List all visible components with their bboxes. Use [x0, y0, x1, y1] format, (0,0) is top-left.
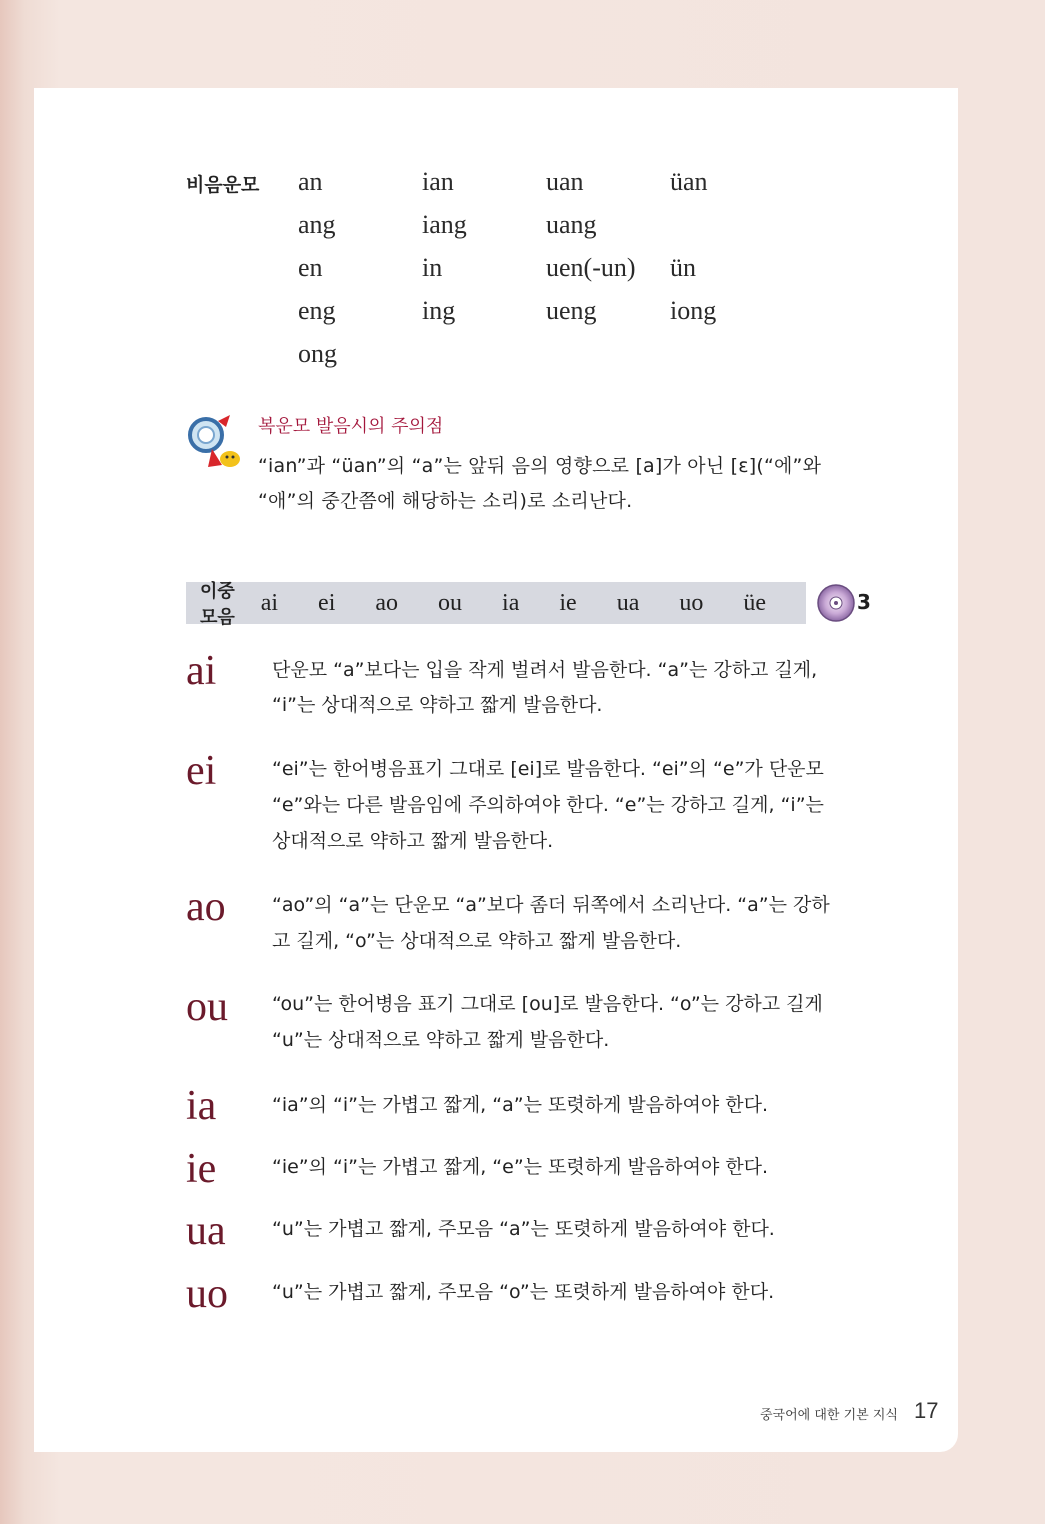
entry-text-line: “ie”의 “i”는 가볍고 짧게, “e”는 또렷하게 발음하여야 한다.	[272, 1156, 769, 1178]
nasal-cell	[422, 332, 546, 375]
diphthong-item: ao	[375, 589, 399, 616]
tip-text-line: “ian”과 “üan”의 “a”는 앞뒤 음의 영향으로 [a]가 아닌 [ɛ](“에”와	[258, 455, 822, 477]
nasal-cell: iang	[422, 210, 467, 239]
entry-key-uo: uo	[186, 1271, 228, 1317]
diphthong-item: uo	[679, 589, 704, 616]
nasal-row	[298, 160, 794, 203]
entry-text-line: “ao”의 “a”는 단운모 “a”보다 좀더 뒤쪽에서 소리난다. “a”는 강하	[272, 894, 830, 916]
nasal-finals-label: 비음운모	[186, 174, 260, 196]
audio-cd-icon[interactable]	[816, 583, 856, 623]
diphthong-item: ai	[260, 589, 279, 616]
entry-key-ai: ai	[186, 648, 217, 694]
entry-key-ao: ao	[186, 884, 226, 930]
nasal-row	[298, 203, 794, 246]
nasal-cell: an	[298, 167, 323, 196]
diphthong-item: ie	[559, 589, 577, 616]
entry-text-line: 상대적으로 약하고 짧게 발음한다.	[272, 830, 554, 852]
page-number: 17	[914, 1398, 939, 1423]
tip-text-line: “애”의 중간쯤에 해당하는 소리)로 소리난다.	[258, 490, 633, 512]
nasal-cell: uang	[546, 210, 597, 239]
entry-key-ua: ua	[186, 1208, 226, 1254]
entry-key-ei: ei	[186, 748, 217, 794]
magnifier-mascot-icon	[186, 413, 244, 473]
diphthong-item: ua	[616, 589, 640, 616]
entry-text-line: “e”와는 다른 발음임에 주의하여야 한다. “e”는 강하고 길게, “i”는	[272, 794, 824, 816]
entry-text-line: “u”는 가볍고 짧게, 주모음 “a”는 또렷하게 발음하여야 한다.	[272, 1218, 775, 1240]
nasal-cell	[546, 332, 670, 375]
nasal-cell: uen(-un)	[546, 253, 636, 282]
diphthong-item: ei	[318, 589, 336, 616]
entry-text-line: 단운모 “a”보다는 입을 작게 벌려서 발음한다. “a”는 강하고 길게,	[272, 659, 818, 681]
nasal-cell: en	[298, 253, 323, 282]
entry-text-line: “ei”는 한어병음표기 그대로 [ei]로 발음한다. “ei”의 “e”가 단운모	[272, 758, 824, 780]
diphthong-item: ia	[502, 589, 520, 616]
entry-text-line: 고 길게, “o”는 상대적으로 약하고 짧게 발음한다.	[272, 930, 682, 952]
nasal-cell: iong	[670, 296, 717, 325]
nasal-cell: ün	[670, 253, 696, 282]
entry-text-line: “ia”의 “i”는 가볍고 짧게, “a”는 또렷하게 발음하여야 한다.	[272, 1094, 768, 1116]
nasal-cell: ing	[422, 296, 456, 325]
entry-text-line: “u”는 가볍고 짧게, 주모음 “o”는 또렷하게 발음하여야 한다.	[272, 1281, 775, 1303]
entry-key-ou: ou	[186, 984, 228, 1030]
tip-title: 복운모 발음시의 주의점	[258, 416, 444, 437]
entry-key-ia: ia	[186, 1083, 217, 1129]
entry-text-line: “u”는 상대적으로 약하고 짧게 발음한다.	[272, 1029, 610, 1051]
nasal-row	[298, 289, 794, 332]
nasal-cell	[670, 332, 794, 375]
diphthong-header-bar	[186, 581, 806, 628]
running-footer: 중국어에 대한 기본 지식	[760, 1408, 898, 1423]
nasal-cell: ang	[298, 210, 336, 239]
entry-key-ie: ie	[186, 1146, 217, 1192]
nasal-cell: ueng	[546, 296, 597, 325]
nasal-row	[298, 332, 794, 375]
nasal-cell: eng	[298, 296, 336, 325]
diphthong-item: ou	[438, 589, 463, 616]
nasal-cell: in	[422, 253, 443, 282]
nasal-cell: üan	[670, 167, 708, 196]
diphthong-item: üe	[743, 589, 766, 616]
diphthong-label: 이중모음	[200, 581, 235, 628]
nasal-cell	[670, 203, 794, 246]
nasal-finals-table	[298, 160, 794, 375]
entry-text-line: “ou”는 한어병음 표기 그대로 [ou]로 발음한다. “o”는 강하고 길게	[272, 993, 823, 1015]
entry-text-line: “i”는 상대적으로 약하고 짧게 발음한다.	[272, 694, 603, 716]
nasal-row	[298, 246, 794, 289]
nasal-cell: ian	[422, 167, 454, 196]
cd-track-number: 3	[857, 590, 871, 614]
nasal-cell: uan	[546, 167, 584, 196]
nasal-cell: ong	[298, 339, 337, 368]
